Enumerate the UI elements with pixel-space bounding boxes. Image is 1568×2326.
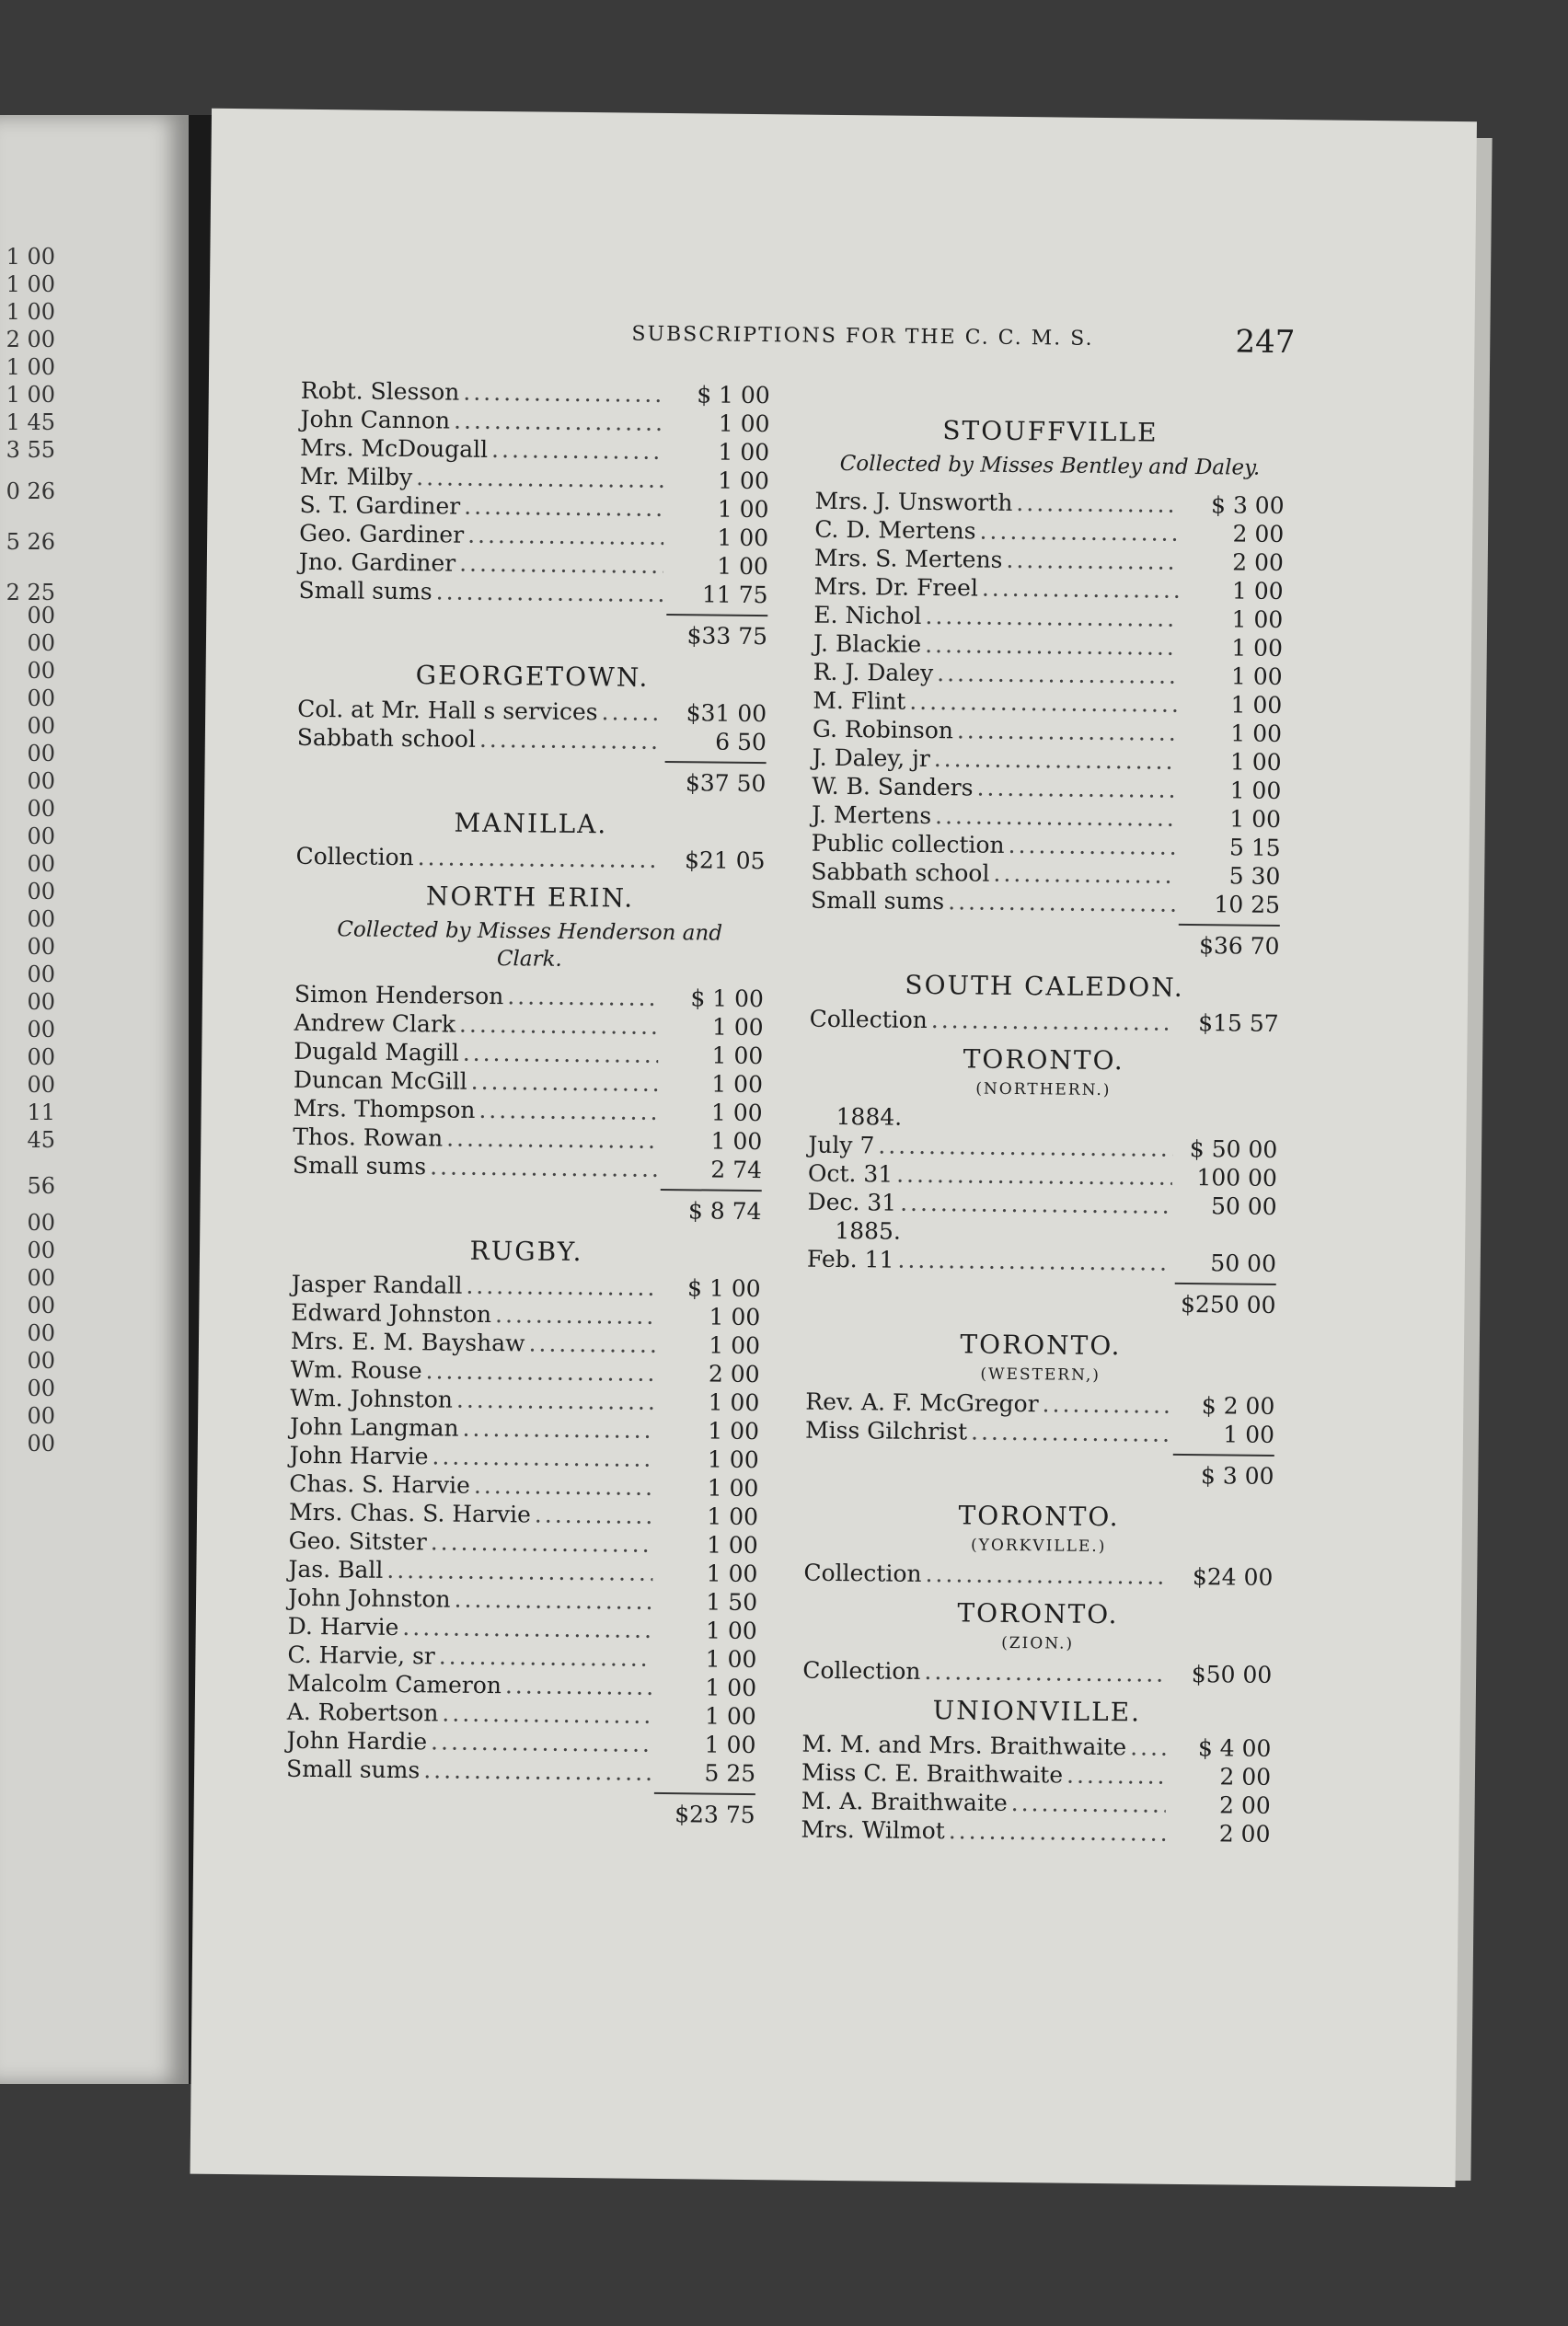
total-row bbox=[286, 1789, 755, 1829]
facing-page-amount: 00 bbox=[27, 961, 55, 987]
amount: 100 00 bbox=[1196, 1164, 1278, 1192]
subscriber-name: John Johnston bbox=[287, 1583, 451, 1613]
leader-dots bbox=[935, 801, 1176, 833]
subscriber-name: John Harvie bbox=[289, 1441, 429, 1470]
leader-dots bbox=[897, 1246, 1171, 1277]
subscriber-name: Jas. Ball bbox=[288, 1555, 384, 1583]
amount: 1 00 bbox=[710, 1127, 763, 1156]
toronto-zion-entries bbox=[802, 1656, 1272, 1689]
section-heading-stouffville: STOUFFVILLE bbox=[942, 415, 1159, 448]
amount: 1 00 bbox=[1230, 720, 1283, 748]
amount: 2 74 bbox=[710, 1156, 763, 1184]
leader-dots bbox=[601, 697, 662, 727]
leader-dots bbox=[418, 843, 661, 874]
subscriber-name: Sabbath school bbox=[811, 858, 990, 887]
facing-page-amount: 00 bbox=[27, 1431, 55, 1457]
leader-dots bbox=[462, 1414, 654, 1445]
amount: 1 00 bbox=[1231, 577, 1284, 605]
total-amount: $37 50 bbox=[664, 761, 766, 798]
leader-dots bbox=[478, 1096, 658, 1126]
subscriber-name: S. T. Gardiner bbox=[299, 490, 461, 520]
facing-page-amount: 1 00 bbox=[6, 271, 55, 297]
leader-dots bbox=[993, 859, 1175, 890]
facing-page-amount: 2 00 bbox=[6, 327, 55, 352]
leader-dots bbox=[1130, 1733, 1167, 1761]
amount: 1 00 bbox=[1230, 662, 1283, 691]
leader-dots bbox=[957, 716, 1177, 747]
facing-page-amount: 00 bbox=[27, 1210, 55, 1236]
leader-dots bbox=[456, 1386, 655, 1416]
leader-dots bbox=[423, 1756, 651, 1787]
subscriber-name: Duncan McGill bbox=[293, 1065, 467, 1095]
section-heading-toronto-zion: TORONTO. bbox=[957, 1597, 1119, 1630]
subscriber-name: Jno. Gardiner bbox=[298, 547, 456, 577]
amount: 1 00 bbox=[709, 1331, 761, 1360]
leader-dots bbox=[925, 602, 1178, 633]
leader-dots bbox=[436, 577, 663, 608]
facing-page-amount: 5 26 bbox=[6, 529, 55, 555]
subscriber-name: Miss C. E. Braithwaite bbox=[801, 1758, 1064, 1789]
leader-dots bbox=[924, 1657, 1167, 1688]
collector-note: Collected by Misses Henderson and Clark. bbox=[337, 917, 723, 972]
facing-page-amount: 2 25 bbox=[6, 580, 55, 605]
section-heading-unionville: UNIONVILLE. bbox=[932, 1695, 1142, 1728]
manilla-entries bbox=[295, 842, 765, 875]
section-heading-georgetown: GEORGETOWN. bbox=[415, 660, 650, 693]
amount: 1 00 bbox=[709, 1303, 761, 1331]
leader-dots bbox=[505, 1671, 651, 1701]
leader-dots bbox=[454, 407, 665, 437]
toronto-northern-entries-1884 bbox=[807, 1131, 1277, 1221]
subscriber-name: July 7 bbox=[808, 1131, 875, 1159]
subscriber-name: Mrs. McDougall bbox=[300, 433, 489, 463]
leader-dots bbox=[931, 1006, 1174, 1037]
leader-dots bbox=[446, 1124, 657, 1155]
leader-dots bbox=[925, 630, 1178, 662]
amount: $21 05 bbox=[684, 846, 766, 875]
running-head: SUBSCRIPTIONS FOR THE C. C. M. S. bbox=[631, 322, 1094, 351]
subscriber-name: Edward Johnston bbox=[291, 1298, 492, 1329]
subscriber-name: Chas. S. Harvie bbox=[289, 1469, 471, 1499]
leader-dots bbox=[976, 774, 1176, 804]
left-column bbox=[285, 376, 770, 1842]
amount: $31 00 bbox=[686, 699, 767, 728]
subscriber-name: Col. at Mr. Hall s services bbox=[297, 695, 598, 726]
amount: $50 00 bbox=[1191, 1661, 1273, 1688]
leader-dots bbox=[454, 1585, 652, 1616]
facing-page-amount: 56 bbox=[27, 1173, 55, 1199]
amount: 1 00 bbox=[711, 1070, 764, 1099]
subscriber-name: Mrs. J. Unsworth bbox=[814, 487, 1013, 516]
amount: 1 00 bbox=[1229, 748, 1282, 777]
leader-dots bbox=[471, 1067, 659, 1098]
total-amount: $250 00 bbox=[1174, 1283, 1275, 1319]
facing-page-amount: 00 bbox=[27, 1238, 55, 1263]
total-row bbox=[292, 1185, 761, 1226]
leader-dots bbox=[431, 1727, 651, 1758]
georgetown-entries bbox=[297, 695, 767, 756]
leader-dots bbox=[1008, 831, 1175, 861]
unionville-entries bbox=[801, 1730, 1271, 1848]
amount: 1 00 bbox=[718, 409, 770, 438]
amount: 1 00 bbox=[1229, 805, 1282, 834]
amount: 1 00 bbox=[717, 495, 769, 524]
subscriber-name: J. Blackie bbox=[813, 629, 922, 658]
amount: 1 00 bbox=[711, 1042, 764, 1070]
subscriber-name: M. Flint bbox=[813, 686, 906, 715]
book-page bbox=[190, 109, 1477, 2187]
collector-note: Collected by Misses Bentley and Daley. bbox=[839, 451, 1261, 480]
leader-dots bbox=[439, 1641, 652, 1672]
amount: 1 00 bbox=[708, 1417, 760, 1445]
total-amount: $23 75 bbox=[653, 1792, 755, 1829]
amount: 50 00 bbox=[1210, 1249, 1277, 1277]
amount: 1 00 bbox=[717, 524, 769, 552]
amount: 1 00 bbox=[707, 1474, 759, 1503]
year-label: 1885. bbox=[835, 1216, 902, 1245]
subscriber-name: G. Robinson bbox=[812, 715, 954, 744]
amount: 1 00 bbox=[704, 1731, 756, 1759]
facing-page-amount: 00 bbox=[27, 851, 55, 877]
facing-page-amount: 11 bbox=[27, 1100, 55, 1125]
amount: 1 00 bbox=[711, 1013, 764, 1042]
leader-dots bbox=[430, 1152, 657, 1183]
section-heading-rugby: RUGBY. bbox=[469, 1235, 583, 1268]
leader-dots bbox=[900, 1189, 1172, 1220]
leader-dots bbox=[979, 517, 1179, 547]
subscriber-name: Mrs. E. M. Bayshaw bbox=[290, 1327, 525, 1357]
total-amount: $ 3 00 bbox=[1172, 1454, 1274, 1491]
leader-dots bbox=[463, 378, 665, 409]
facing-page-amount: 3 55 bbox=[6, 437, 55, 463]
subscriber-name: M. A. Braithwaite bbox=[801, 1787, 1008, 1816]
year-label: 1884. bbox=[836, 1102, 903, 1131]
facing-page-amount: 00 bbox=[27, 934, 55, 960]
subscriber-name: Wm. Rouse bbox=[290, 1355, 422, 1385]
facing-page-amount: 00 bbox=[27, 823, 55, 849]
leader-dots bbox=[1006, 546, 1179, 576]
ledger-row bbox=[802, 1656, 1272, 1689]
subscriber-name: Geo. Gardiner bbox=[299, 519, 465, 548]
leader-dots bbox=[431, 1527, 653, 1559]
amount: 2 00 bbox=[1219, 1763, 1272, 1791]
north-erin-entries bbox=[293, 980, 764, 1184]
subscriber-name: Mrs. Chas. S. Harvie bbox=[288, 1498, 532, 1528]
amount: $ 50 00 bbox=[1189, 1134, 1278, 1163]
facing-page-amount: 45 bbox=[27, 1127, 55, 1153]
facing-page-amount: 0 26 bbox=[6, 478, 55, 504]
leader-dots bbox=[467, 521, 663, 551]
subscriber-name: Public collection bbox=[811, 829, 1005, 858]
subscriber-name: Mr. Milby bbox=[299, 462, 413, 491]
subscriber-name: Sabbath school bbox=[296, 723, 477, 753]
subscriber-name: J. Daley, jr bbox=[812, 743, 930, 773]
amount: 1 00 bbox=[706, 1560, 758, 1588]
facing-page-amount: 00 bbox=[27, 879, 55, 904]
ledger-row bbox=[293, 1151, 762, 1184]
leader-dots bbox=[479, 725, 662, 755]
ledger-row bbox=[297, 723, 767, 756]
leader-dots bbox=[949, 1816, 1166, 1847]
leader-dots bbox=[971, 1418, 1170, 1448]
subscriber-name: Dec. 31 bbox=[807, 1188, 897, 1216]
amount: 2 00 bbox=[1218, 1791, 1271, 1819]
total-row bbox=[806, 1279, 1275, 1319]
subscriber-name: Collection bbox=[809, 1005, 928, 1033]
amount: 10 25 bbox=[1214, 891, 1281, 919]
page-number: 247 bbox=[1235, 323, 1296, 362]
subscriber-name: Mrs. S. Mertens bbox=[813, 544, 1003, 573]
amount: 1 00 bbox=[705, 1645, 757, 1674]
subscriber-name: Dugald Magill bbox=[294, 1037, 459, 1066]
ledger-row bbox=[295, 842, 765, 875]
subscriber-name: W. B. Sanders bbox=[812, 772, 974, 801]
amount: 11 75 bbox=[701, 581, 768, 609]
facing-page-amount: 00 bbox=[27, 1265, 55, 1291]
subscriber-name: John Hardie bbox=[286, 1726, 428, 1756]
south-caledon-entries bbox=[810, 1005, 1279, 1038]
subscriber-name: M. M. and Mrs. Braithwaite bbox=[801, 1730, 1127, 1761]
subscriber-name: Oct. 31 bbox=[807, 1159, 894, 1188]
rugby-entries bbox=[286, 1270, 761, 1788]
amount: $ 1 00 bbox=[690, 985, 765, 1013]
leader-dots bbox=[463, 1039, 659, 1069]
leader-dots bbox=[1016, 489, 1180, 519]
amount: 5 25 bbox=[704, 1759, 756, 1788]
facing-page-amount: 00 bbox=[27, 1017, 55, 1042]
facing-page-amount: 00 bbox=[27, 1348, 55, 1374]
right-column bbox=[801, 405, 1285, 1848]
section-subheading: (YORKVILLE.) bbox=[970, 1536, 1107, 1557]
subscriber-name: Jasper Randall bbox=[291, 1270, 463, 1299]
leader-dots bbox=[1011, 1789, 1166, 1819]
subscriber-name: C. Harvie, sr bbox=[287, 1641, 435, 1670]
facing-page-amount: 00 bbox=[27, 906, 55, 932]
subscriber-name: Thos. Rowan bbox=[293, 1123, 444, 1152]
leader-dots bbox=[507, 982, 659, 1012]
leader-dots bbox=[464, 492, 664, 523]
section-heading-toronto-yorkville: TORONTO. bbox=[958, 1500, 1120, 1533]
entries-top bbox=[298, 376, 770, 609]
section-subheading: (NORTHERN.) bbox=[975, 1079, 1112, 1100]
amount: 1 00 bbox=[706, 1531, 758, 1560]
subscriber-name: Collection bbox=[802, 1656, 921, 1685]
amount: $ 3 00 bbox=[1210, 491, 1285, 520]
subscriber-name: C. D. Mertens bbox=[814, 515, 976, 545]
facing-page-amount: 00 bbox=[27, 1044, 55, 1070]
amount: 1 00 bbox=[710, 1099, 763, 1127]
leader-dots bbox=[459, 549, 663, 580]
leader-dots bbox=[528, 1329, 655, 1358]
facing-page bbox=[0, 115, 189, 2084]
subscriber-name: A. Robertson bbox=[286, 1698, 439, 1727]
subscriber-name: Andrew Clark bbox=[294, 1008, 456, 1038]
amount: 1 00 bbox=[718, 438, 770, 466]
leader-dots bbox=[495, 1300, 656, 1330]
facing-page-amount: 00 bbox=[27, 713, 55, 739]
amount: $ 1 00 bbox=[697, 381, 770, 409]
amount: 1 00 bbox=[707, 1503, 759, 1531]
leader-dots bbox=[1066, 1761, 1166, 1791]
subscriber-name: J. Mertens bbox=[811, 800, 932, 830]
subscriber-name: Small sums bbox=[298, 576, 432, 605]
section-subheading: (WESTERN,) bbox=[980, 1365, 1101, 1385]
leader-dots bbox=[982, 574, 1179, 605]
amount: 1 00 bbox=[705, 1674, 757, 1702]
subscriber-name: D. Harvie bbox=[287, 1612, 399, 1641]
amount: 1 00 bbox=[1231, 605, 1284, 634]
amount: 1 00 bbox=[717, 552, 769, 581]
amount: 5 15 bbox=[1228, 834, 1281, 862]
amount: 2 00 bbox=[1232, 548, 1285, 577]
leader-dots bbox=[896, 1160, 1172, 1192]
facing-page-amount: 00 bbox=[27, 1072, 55, 1098]
leader-dots bbox=[491, 435, 664, 466]
section-heading-toronto-western: TORONTO. bbox=[960, 1329, 1122, 1362]
ledger-row bbox=[286, 1755, 755, 1788]
amount: 1 00 bbox=[707, 1445, 759, 1474]
ledger-row bbox=[298, 576, 767, 609]
section-heading-south-caledon: SOUTH CALEDON. bbox=[905, 969, 1184, 1003]
leader-dots bbox=[402, 1613, 652, 1644]
ledger-row bbox=[810, 1005, 1279, 1038]
amount: $ 4 00 bbox=[1197, 1734, 1272, 1762]
subscriber-name: Robt. Slesson bbox=[300, 376, 460, 406]
facing-page-amount: 1 00 bbox=[6, 382, 55, 408]
subscriber-name: Miss Gilchrist bbox=[804, 1416, 968, 1445]
section-subheading: (ZION.) bbox=[1001, 1633, 1075, 1653]
subscriber-name: E. Nichol bbox=[813, 601, 922, 629]
subscriber-name: Collection bbox=[295, 842, 414, 871]
ledger-row bbox=[801, 1815, 1270, 1848]
section-heading-manilla: MANILLA. bbox=[454, 807, 608, 840]
toronto-northern-entries-1885 bbox=[807, 1245, 1276, 1278]
amount: 1 00 bbox=[1229, 777, 1282, 805]
ledger-row bbox=[803, 1559, 1273, 1592]
amount: $ 1 00 bbox=[686, 1274, 761, 1303]
subscriber-name: Collection bbox=[803, 1559, 922, 1587]
leader-dots bbox=[925, 1560, 1168, 1591]
amount: 1 00 bbox=[705, 1617, 757, 1645]
subscriber-name: Mrs. Dr. Freel bbox=[813, 572, 979, 602]
total-row bbox=[298, 610, 767, 651]
subscriber-name: Geo. Sitster bbox=[288, 1526, 427, 1556]
facing-page-amount: 00 bbox=[27, 1403, 55, 1429]
amount: 1 00 bbox=[1223, 1421, 1275, 1448]
amount: 2 00 bbox=[708, 1360, 760, 1388]
subscriber-name: John Cannon bbox=[300, 405, 451, 434]
leader-dots bbox=[432, 1442, 654, 1473]
total-amount: $36 70 bbox=[1178, 924, 1279, 961]
amount: 1 00 bbox=[708, 1388, 760, 1417]
subscriber-name: Feb. 11 bbox=[806, 1245, 894, 1273]
facing-page-amount: 00 bbox=[27, 768, 55, 794]
stouffville-entries bbox=[811, 487, 1285, 919]
facing-page-amount: 00 bbox=[27, 658, 55, 684]
amount: 50 00 bbox=[1210, 1192, 1277, 1220]
leader-dots bbox=[474, 1471, 654, 1502]
leader-dots bbox=[386, 1556, 652, 1587]
leader-dots bbox=[1042, 1389, 1170, 1419]
facing-page-amount: 00 bbox=[27, 741, 55, 766]
toronto-western-entries bbox=[805, 1388, 1275, 1449]
amount: $15 57 bbox=[1198, 1009, 1279, 1037]
subscriber-name: Small sums bbox=[810, 886, 945, 915]
facing-page-amount: 1 45 bbox=[6, 409, 55, 435]
subscriber-name: Rev. A. F. McGregor bbox=[805, 1388, 1039, 1418]
total-amount: $33 75 bbox=[666, 614, 767, 651]
facing-page-amount: 00 bbox=[27, 1320, 55, 1346]
total-row bbox=[804, 1450, 1274, 1491]
amount: $24 00 bbox=[1192, 1563, 1274, 1591]
subscriber-name: John Langman bbox=[289, 1412, 459, 1442]
amount: 2 00 bbox=[1232, 520, 1285, 548]
total-row bbox=[810, 920, 1279, 961]
subscriber-name: Small sums bbox=[292, 1151, 427, 1180]
facing-page-amount: 00 bbox=[27, 1293, 55, 1318]
toronto-yorkville-entries bbox=[803, 1559, 1273, 1592]
facing-page-amount: 00 bbox=[27, 989, 55, 1015]
section-heading-toronto-northern: TORONTO. bbox=[963, 1043, 1124, 1077]
amount: $ 2 00 bbox=[1201, 1392, 1275, 1420]
section-heading-north-erin: NORTH ERIN. bbox=[425, 881, 635, 914]
facing-page-amount: 00 bbox=[27, 1376, 55, 1401]
leader-dots bbox=[934, 744, 1177, 776]
amount: 1 00 bbox=[718, 466, 769, 495]
subscriber-name: Wm. Johnston bbox=[290, 1384, 454, 1413]
leader-dots bbox=[459, 1010, 659, 1041]
total-amount: $ 8 74 bbox=[660, 1189, 761, 1226]
leader-dots bbox=[535, 1501, 653, 1530]
leader-dots bbox=[909, 687, 1177, 719]
leader-dots bbox=[442, 1699, 651, 1730]
amount: 6 50 bbox=[715, 728, 767, 756]
subscriber-name: Simon Henderson bbox=[294, 980, 504, 1010]
leader-dots bbox=[948, 887, 1175, 918]
subscriber-name: Small sums bbox=[285, 1755, 421, 1784]
ledger-row bbox=[805, 1416, 1274, 1449]
facing-page-amount: 1 00 bbox=[6, 244, 55, 270]
ledger-row bbox=[811, 886, 1280, 919]
leader-dots bbox=[416, 463, 664, 494]
leader-dots bbox=[878, 1131, 1172, 1162]
amount: 1 00 bbox=[1231, 634, 1284, 662]
facing-page-amount: 1 00 bbox=[6, 354, 55, 380]
amount: 1 00 bbox=[1230, 691, 1283, 720]
facing-page-amount: 00 bbox=[27, 685, 55, 711]
leader-dots bbox=[466, 1272, 656, 1302]
amount: 1 50 bbox=[706, 1588, 758, 1617]
total-row bbox=[296, 757, 766, 798]
facing-page-amount: 00 bbox=[27, 796, 55, 822]
subscriber-name: Malcolm Cameron bbox=[286, 1669, 502, 1699]
facing-page-amount: 00 bbox=[27, 603, 55, 628]
facing-page-amount: 00 bbox=[27, 630, 55, 656]
amount: 2 00 bbox=[1218, 1820, 1271, 1848]
leader-dots bbox=[425, 1356, 654, 1388]
subscriber-name: Mrs. Wilmot bbox=[801, 1815, 945, 1845]
amount: 5 30 bbox=[1228, 862, 1281, 891]
subscriber-name: R. J. Daley bbox=[813, 658, 934, 687]
amount: 1 00 bbox=[704, 1702, 756, 1731]
leader-dots bbox=[937, 659, 1178, 690]
subscriber-name: Mrs. Thompson bbox=[293, 1094, 476, 1123]
ledger-row bbox=[807, 1245, 1276, 1278]
facing-page-amount: 1 00 bbox=[6, 299, 55, 325]
